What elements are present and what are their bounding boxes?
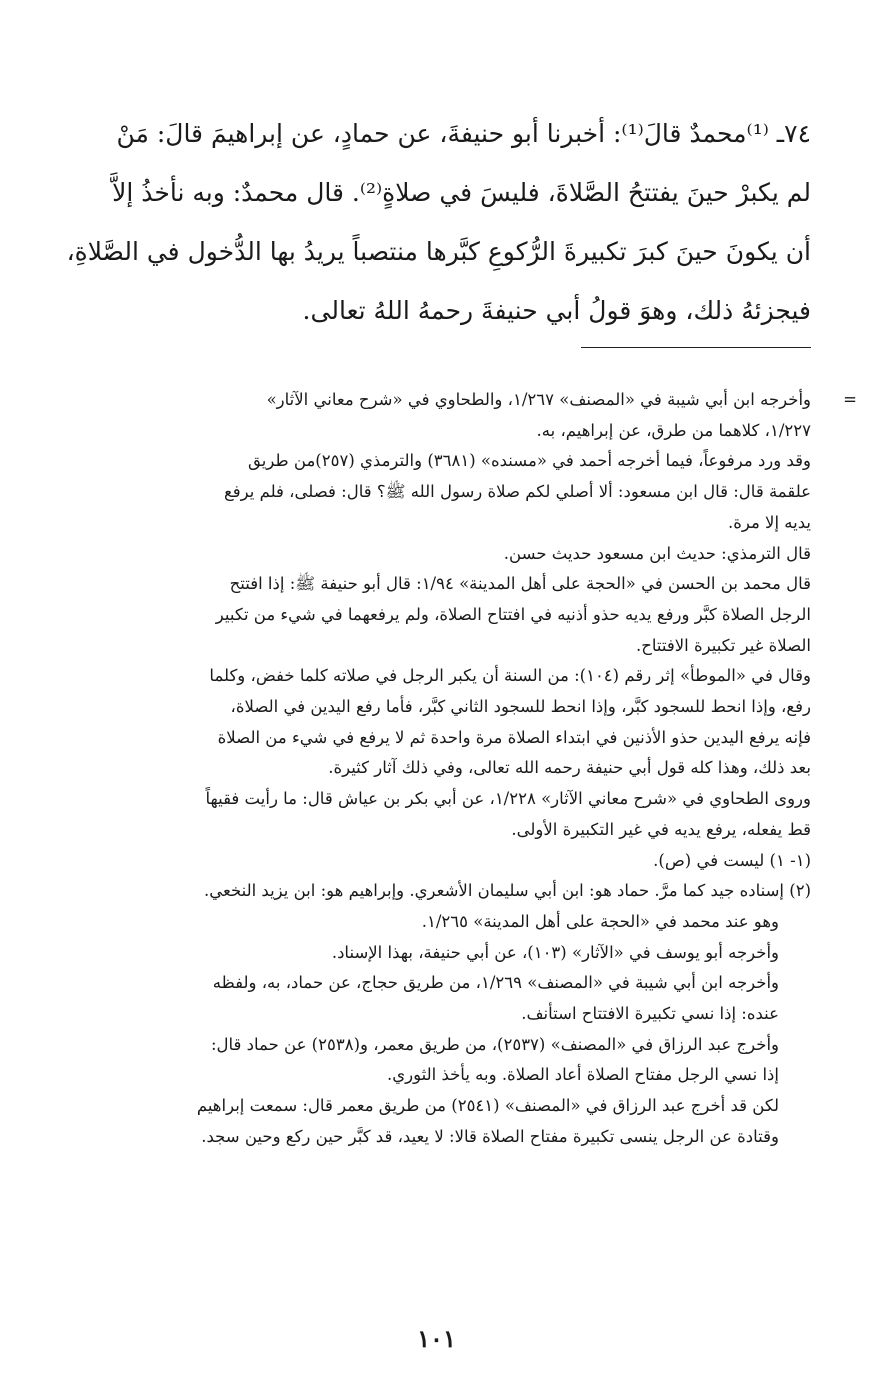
main-text-line: فيجزئهُ ذلك، وهوَ قولُ أبي حنيفةَ رحمهُ اللهُ تعالى.	[302, 296, 811, 325]
footnote-line: قال الترمذي: حديث ابن مسعود حديث حسن.	[503, 543, 811, 563]
continuation-mark: =	[843, 390, 857, 409]
footnote-line: وقال في «الموطأ» إثر رقم (١٠٤): من السنة أن يكبر الرجل في صلاته كلما خفض، وكلما	[209, 666, 811, 686]
footnote-line: لكن قد أخرج عبد الرزاق في «المصنف» (٢٥٤١) من طريق معمر قال: سمعت إبراهيم	[196, 1096, 779, 1116]
footnote-line: وأخرجه أبو يوسف في «الآثار» (١٠٣)، عن أبي حنيفة، بهذا الإسناد.	[331, 942, 779, 962]
footnote-line: عنده: إذا نسي تكبيرة الافتتاح استأنف.	[521, 1004, 779, 1024]
footnote-line: الصلاة غير تكبيرة الافتتاح.	[635, 635, 811, 655]
footnote-line: وروى الطحاوي في «شرح معاني الآثار» ١/٢٢٨، عن أبي بكر بن عياش قال: ما رأيت فقيهاً	[205, 789, 811, 809]
footnote-line: إذا نسي الرجل مفتاح الصلاة أعاد الصلاة. وبه يأخذ الثوري.	[386, 1065, 779, 1085]
footnote-line: يديه إلا مرة.	[727, 512, 811, 532]
footnote-separator	[581, 347, 811, 348]
main-text	[62, 104, 811, 340]
footnote-line: وهو عند محمد في «الحجة على أهل المدينة» ١/٢٦٥.	[421, 911, 779, 931]
page-number: ١٠١	[417, 1324, 456, 1353]
main-text-line: أن يكونَ حينَ كبرَ تكبيرةَ الرُّكوعِ كبَّرها منتصباً يريدُ بها الدُّخول في الصَّلاةِ،	[66, 237, 811, 266]
footnote-line: الرجل الصلاة كبَّر ورفع يديه حذو أذنيه في افتتاح الصلاة، ولم يرفعهما في شيء من تكبير	[215, 604, 811, 624]
footnote-line: ١/٢٢٧، كلاهما من طرق، عن إبراهيم، به.	[536, 420, 811, 440]
main-text-line: ٧٤ـ ⁽¹⁾محمدٌ قالَ⁽¹⁾: أخبرنا أبو حنيفةَ، عن حمادٍ، عن إبراهيمَ قالَ: مَنْ	[116, 119, 811, 148]
footnote-line: وقد ورد مرفوعاً، فيما أخرجه أحمد في «مسنده» (٣٦٨١) والترمذي (٢٥٧)من طريق	[248, 451, 811, 471]
footnote-line: قال محمد بن الحسن في «الحجة على أهل المدينة» ١/٩٤: قال أبو حنيفة ﷺ: إذا افتتح	[229, 574, 811, 594]
footnote-line: قط يفعله، يرفع يديه في غير التكبيرة الأولى.	[511, 819, 811, 839]
main-text-line: لم يكبرْ حينَ يفتتحُ الصَّلاةَ، فليسَ في صلاةٍ⁽²⁾. قال محمدٌ: وبه نأخذُ إلاَّ	[112, 178, 811, 207]
footnote-line: فإنه يرفع اليدين حذو الأذنين في ابتداء الصلاة مرة واحدة ثم لا يرفع في شيء من الصلاة	[217, 727, 811, 747]
footnote-line: وأخرجه ابن أبي شيبة في «المصنف» ١/٢٦٩، من طريق حجاج، عن حماد، به، ولفظه	[212, 973, 779, 993]
footnote-line: وقتادة عن الرجل ينسى تكبيرة مفتاح الصلاة قالا: لا يعيد، قد كبَّر حين ركع وحين سجد.	[201, 1126, 779, 1146]
footnotes	[62, 385, 857, 1153]
footnote-line: رفع، وإذا انحط للسجود كبَّر، وإذا انحط للسجود الثاني كبَّر، فأما رفع اليدين في الصلاة،	[230, 697, 811, 717]
footnote-line: وأخرج عبد الرزاق في «المصنف» (٢٥٣٧)، من طريق معمر، و(٢٥٣٨) عن حماد قال:	[210, 1034, 779, 1054]
footnote-line: بعد ذلك، وهذا كله قول أبي حنيفة رحمه الله تعالى، وفي ذلك آثار كثيرة.	[328, 758, 811, 778]
footnote-2: (٢) إسناده جيد كما مرَّ. حماد هو: ابن أبي سليمان الأشعري. وإبراهيم هو: ابن يزيد النخعي.	[203, 881, 811, 901]
footnote-1: (١- ١) ليست في (ص).	[653, 850, 811, 870]
footnote-line: = وأخرجه ابن أبي شيبة في «المصنف» ١/٢٦٧، والطحاوي في «شرح معاني الآثار»	[62, 385, 811, 416]
footnote-line: علقمة قال: قال ابن مسعود: ألا أصلي لكم صلاة رسول الله ﷺ؟ قال: فصلى، فلم يرفع	[224, 482, 811, 502]
